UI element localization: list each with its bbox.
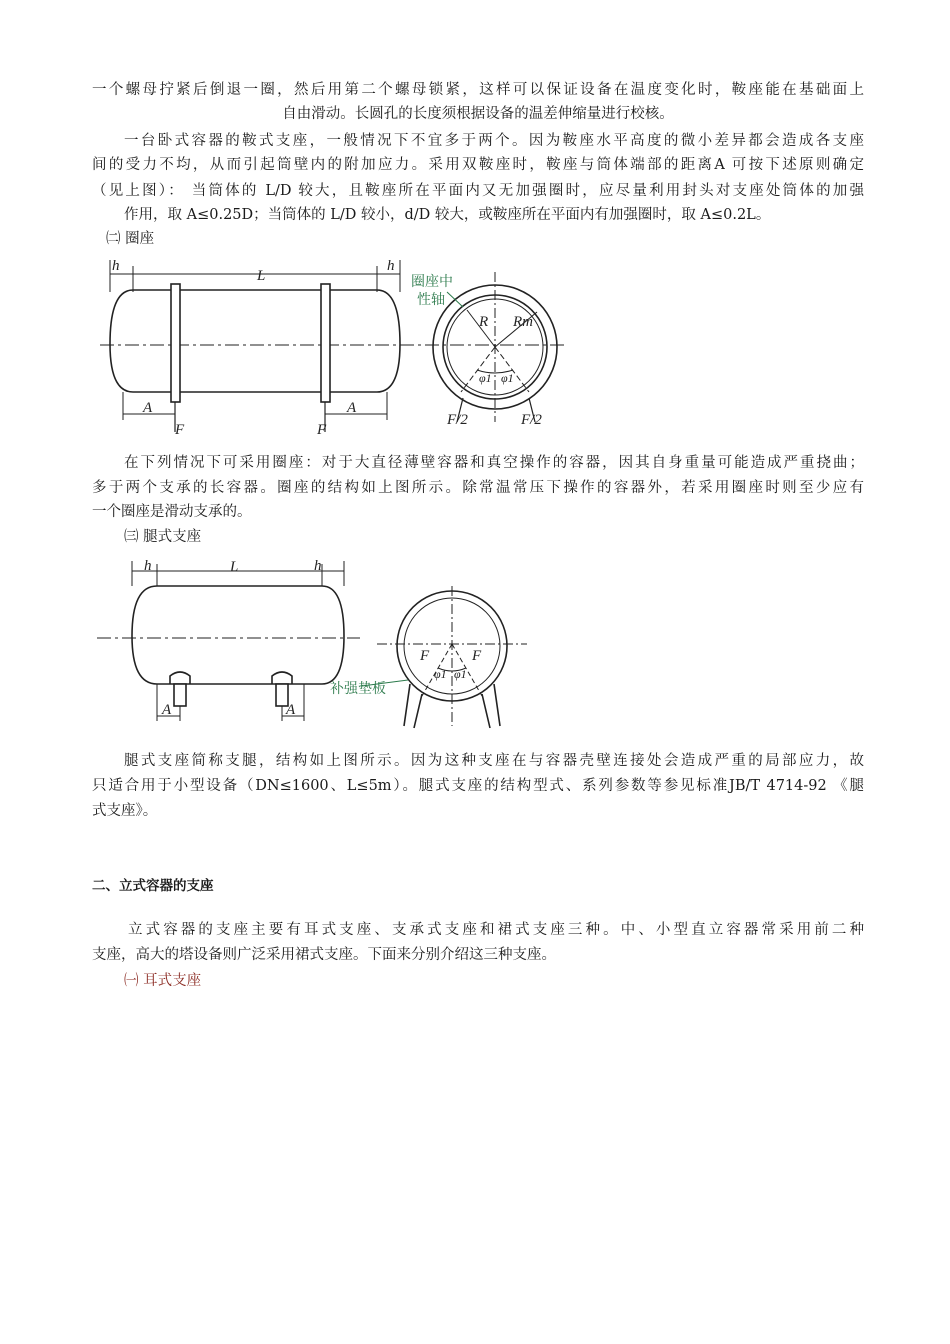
label-F-right: F	[472, 648, 482, 664]
label-phi-left: φ1	[434, 667, 447, 681]
label-A-right: A	[347, 400, 357, 416]
paragraph-line: 式支座》。	[92, 803, 158, 819]
section-heading: 二、立式容器的支座	[92, 878, 214, 894]
label-A-left: A	[162, 702, 172, 718]
paragraph-line: 一个螺母拧紧后倒退一圈，然后用第二个螺母锁紧，这样可以保证设备在温度变化时，鞍座能在基础面上	[92, 82, 864, 98]
label-L: L	[230, 559, 239, 575]
label-Rm: Rm	[513, 314, 533, 330]
subheading-ring-support: ㈡ 圈座	[106, 231, 155, 247]
label-A-left: A	[143, 400, 153, 416]
paragraph-line: （见上图）： 当筒体的 L/D 较大，且鞍座所在平面内又无加强圈时，应尽量利用封头对支座处筒体的加强	[92, 183, 864, 199]
paragraph-line: 在下列情况下可采用圈座：对于大直径薄壁容器和真空操作的容器，因其自身重量可能造成严重挠曲；	[124, 455, 864, 471]
label-reinforcing-pad: 补强垫板	[330, 681, 386, 697]
label-L: L	[257, 268, 266, 284]
label-F-left: F	[175, 422, 185, 437]
paragraph-line: 立式容器的支座主要有耳式支座、支承式支座和裙式支座三种。中、小型直立容器常采用前二种	[128, 922, 864, 938]
paragraph-line: 多于两个支承的长容器。圈座的结构如上图所示。除常温常压下操作的容器外，若采用圈座时则至少应有	[92, 480, 864, 496]
label-h-left: h	[112, 258, 120, 274]
paragraph-line: 一台卧式容器的鞍式支座，一般情况下不宜多于两个。因为鞍座水平高度的微小差异都会造成各支座	[124, 133, 864, 149]
paragraph-line: 间的受力不均，从而引起筒壁内的附加应力。采用双鞍座时，鞍座与筒体端部的距离A 可按下述原则确定	[92, 157, 864, 173]
subheading-ear-support: ㈠ 耳式支座	[124, 973, 202, 989]
paragraph-line: 腿式支座简称支腿，结构如上图所示。因为这种支座在与容器壳壁连接处会造成严重的局部应力，故	[124, 753, 864, 769]
paragraph-line: 作用，取 A≤0.25D；当筒体的 L/D 较小，d/D 较大，或鞍座所在平面内有加强圈时，取 A≤0.2L。	[124, 207, 771, 223]
label-neutral-axis-2: 性轴	[417, 292, 445, 308]
label-neutral-axis-1: 圈座中	[411, 274, 453, 290]
paragraph-line: 自由滑动。长圆孔的长度须根据设备的温差伸缩量进行校核。	[282, 106, 674, 122]
label-R: R	[479, 314, 489, 330]
figure-ring-support	[95, 252, 575, 437]
paragraph-line: 支座，高大的塔设备则广泛采用裙式支座。下面来分别介绍这三种支座。	[92, 947, 556, 963]
label-h-left: h	[144, 558, 152, 574]
label-F-left: F	[420, 648, 430, 664]
paragraph-line: 一个圈座是滑动支承的。	[92, 504, 252, 520]
label-F2-left: F/2	[447, 412, 468, 428]
leg-support-drawing	[92, 556, 532, 731]
ring-support-drawing	[95, 252, 575, 437]
subheading-leg-support: ㈢ 腿式支座	[124, 529, 202, 545]
label-h-right: h	[314, 558, 322, 574]
label-A-right: A	[286, 702, 296, 718]
label-F-right: F	[317, 422, 327, 437]
label-phi-right: φ1	[501, 371, 514, 385]
label-phi-left: φ1	[479, 371, 492, 385]
label-phi-right: φ1	[454, 667, 467, 681]
label-h-right: h	[387, 258, 395, 274]
paragraph-line: 只适合用于小型设备（DN≤1600、L≤5m）。腿式支座的结构型式、系列参数等参见标准JB/T 4714-92 《腿	[92, 778, 864, 794]
label-F2-right: F/2	[521, 412, 542, 428]
figure-leg-support	[92, 556, 532, 731]
